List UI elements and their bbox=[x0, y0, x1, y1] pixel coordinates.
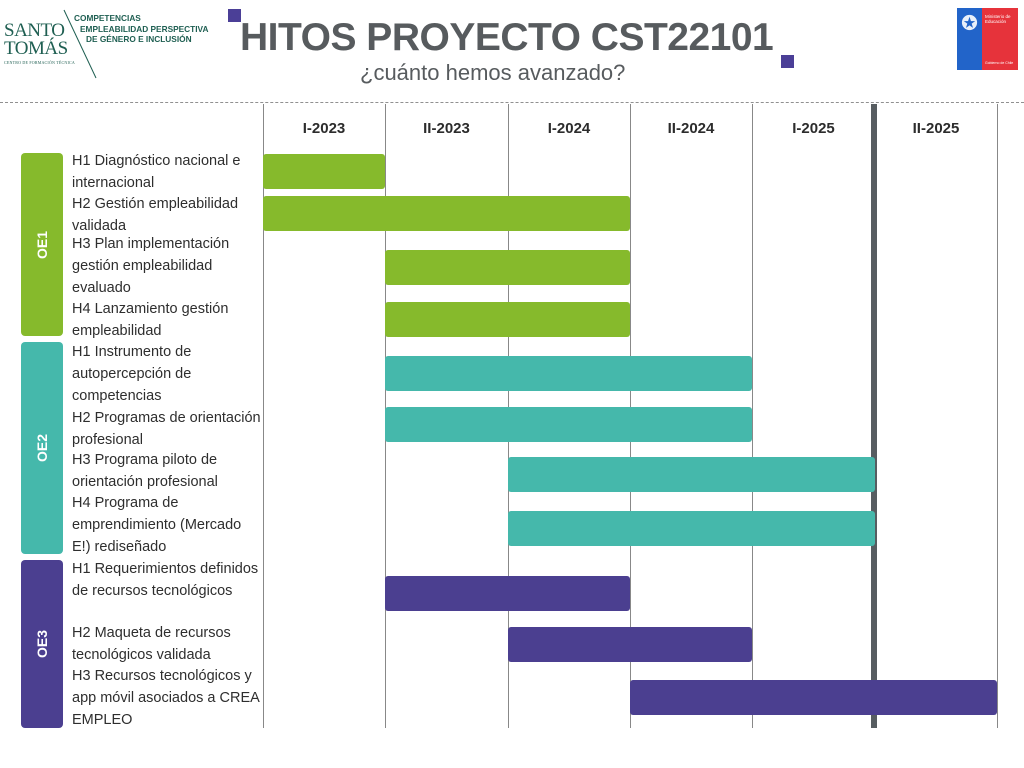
milestone-label: H3 Plan implementación gestión empleabilidad evaluado bbox=[72, 236, 230, 296]
period-header: II-2023 bbox=[423, 120, 470, 137]
ministry-logo bbox=[957, 8, 1018, 70]
logo-name-line1: SANTO bbox=[4, 20, 65, 41]
logo-name-line2: TOMÁS bbox=[4, 38, 68, 59]
page-subtitle: ¿cuánto hemos avanzado? bbox=[360, 60, 626, 85]
milestone-label: H4 Programa de emprendimiento (Mercado E!) rediseñado bbox=[72, 495, 242, 555]
page-title: HITOS PROYECTO CST22101 bbox=[240, 16, 774, 59]
period-header: II-2024 bbox=[667, 120, 715, 137]
objective-block-oe3 bbox=[21, 560, 63, 728]
milestone-bar bbox=[630, 680, 997, 715]
milestone-bar bbox=[263, 154, 385, 189]
logo-tagline: CENTRO DE FORMACIÓN TÉCNICA bbox=[4, 60, 75, 65]
milestone-label: H2 Maqueta de recursos tecnológicos validada bbox=[72, 625, 231, 663]
milestone-bar bbox=[385, 302, 630, 337]
milestone-bar bbox=[508, 511, 875, 546]
grid-line bbox=[997, 104, 998, 728]
objective-block-oe1 bbox=[21, 153, 63, 336]
ministry-text: Ministerio de Educación bbox=[985, 14, 1011, 24]
milestone-label: H1 Diagnóstico nacional e internacional bbox=[72, 153, 241, 191]
milestone-bar bbox=[508, 627, 752, 662]
period-header: I-2023 bbox=[302, 120, 346, 137]
period-header: I-2025 bbox=[792, 120, 835, 137]
objective-code: OE1 bbox=[34, 230, 50, 259]
objective-code: OE2 bbox=[34, 433, 50, 463]
milestone-label: H3 Recursos tecnológicos y app móvil asociados a CREA EMPLEO bbox=[72, 668, 259, 728]
milestone-label: H1 Instrumento de autopercepción de competencias bbox=[72, 344, 192, 404]
milestone-bar bbox=[385, 407, 752, 442]
period-header: II-2025 bbox=[912, 120, 960, 137]
milestone-bar bbox=[508, 457, 875, 492]
milestone-bar bbox=[263, 196, 630, 231]
milestone-bar bbox=[385, 250, 630, 285]
current-date-marker bbox=[871, 104, 877, 728]
milestone-bar bbox=[385, 576, 630, 611]
program-name bbox=[74, 13, 208, 45]
program-line2: EMPLEABILIDAD PERSPECTIVA bbox=[80, 23, 209, 34]
title-corner-square-right bbox=[781, 55, 794, 68]
objective-code: OE3 bbox=[34, 629, 50, 659]
program-line1: COMPETENCIAS bbox=[74, 13, 141, 23]
milestone-label: H2 Programas de orientación profesional bbox=[72, 410, 261, 448]
period-header: I-2024 bbox=[547, 120, 591, 137]
milestone-label: H1 Requerimientos definidos de recursos tecnológicos bbox=[72, 561, 259, 599]
government-text: Gobierno de Chile bbox=[985, 61, 1014, 65]
chile-coat-of-arms-icon bbox=[960, 13, 979, 32]
grid-line bbox=[752, 104, 753, 728]
milestone-bar bbox=[385, 356, 752, 391]
milestone-label: H4 Lanzamiento gestión empleabilidad bbox=[72, 301, 229, 339]
milestone-label: H2 Gestión empleabilidad validada bbox=[72, 196, 239, 234]
program-line3: DE GÉNERO E INCLUSIÓN bbox=[86, 34, 192, 44]
milestone-label: H3 Programa piloto de orientación profesional bbox=[72, 452, 218, 490]
objective-block-oe2 bbox=[21, 342, 63, 554]
header-divider bbox=[0, 102, 1024, 103]
